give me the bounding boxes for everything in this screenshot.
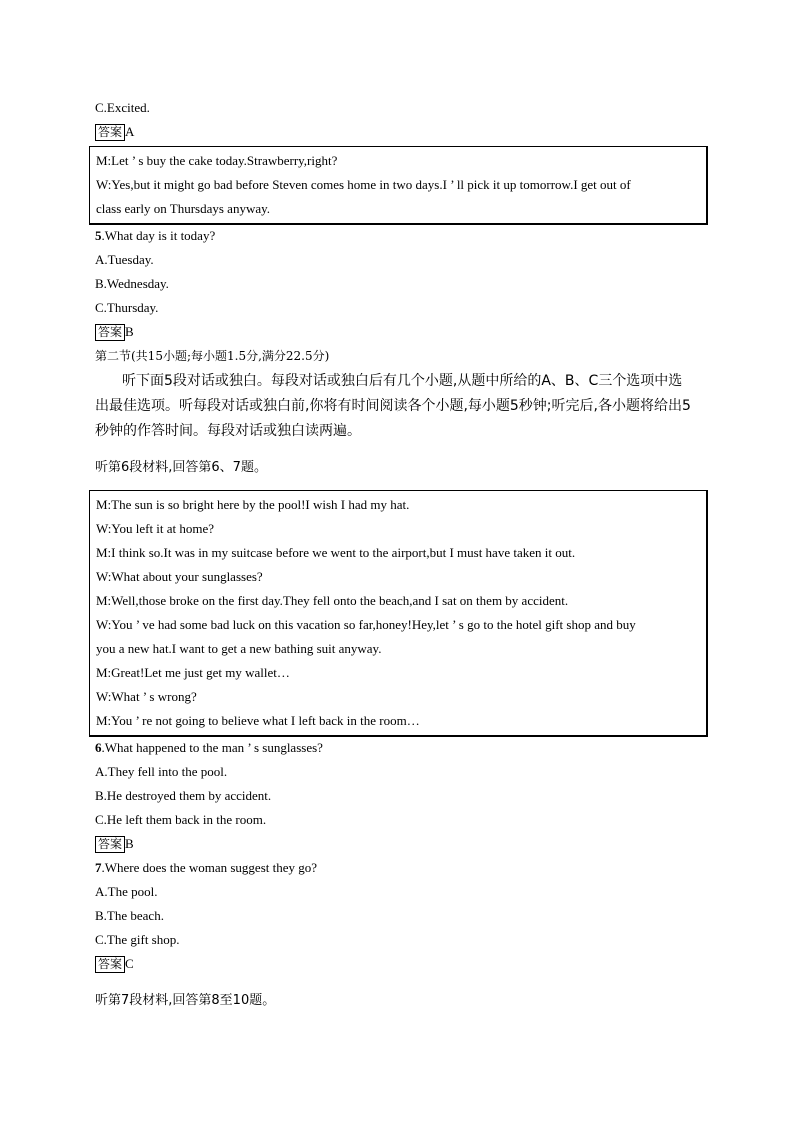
q5-text: .What day is it today? <box>101 228 216 243</box>
q7-question <box>95 860 317 876</box>
answer-label-box: 答案 <box>95 324 125 341</box>
q5-answer-row <box>95 324 134 341</box>
q6-text: .What happened to the man ’ s sunglasses? <box>101 740 323 755</box>
q7-number: 7 <box>95 860 102 875</box>
q7-answer: C <box>125 956 134 971</box>
dialogue-line: you a new hat.I want to get a new bathing suit anyway. <box>96 641 382 656</box>
answer-label-box: 答案 <box>95 124 125 141</box>
section-2-instructions: 听下面5段对话或独白。每段对话或独白后有几个小题,从题中所给的A、B、C三个选项中选 <box>122 373 683 389</box>
dialogue-line: M:Well,those broke on the first day.They fell onto the beach,and I sat on them by accident. <box>96 593 569 608</box>
q6-question <box>95 740 323 756</box>
section-2-instructions: 出最佳选项。听每段对话或独白前,你将有时间阅读各个小题,每小题5秒钟;听完后,各小题将给出5 <box>95 398 691 414</box>
q6-option-b: B.He destroyed them by accident. <box>95 788 272 803</box>
dialogue-line: W:You ’ ve had some bad luck on this vacation so far,honey!Hey,let ’ s go to the hotel gift shop and buy <box>96 617 636 632</box>
section-2-instructions: 秒钟的作答时间。每段对话或独白读两遍。 <box>95 423 361 439</box>
answer-label-box: 答案 <box>95 836 125 853</box>
dialogue-line: W:What ’ s wrong? <box>96 689 197 704</box>
q5-answer: B <box>125 324 134 339</box>
q5-option-c: C.Thursday. <box>95 300 159 315</box>
answer-label-box: 答案 <box>95 956 125 973</box>
q5-number: 5 <box>95 228 102 243</box>
section-2-heading: 第二节(共15小题;每小题1.5分,满分22.5分) <box>95 349 330 363</box>
dialogue-line: M:The sun is so bright here by the pool!I wish I had my hat. <box>96 497 410 512</box>
q6-answer-row <box>95 836 134 853</box>
dialogue-6-box <box>89 490 708 737</box>
dialogue-line: M:Great!Let me just get my wallet… <box>96 665 290 680</box>
q5-question <box>95 228 215 244</box>
q6-option-a: A.They fell into the pool. <box>95 764 228 779</box>
q4-option-c: C.Excited. <box>95 100 150 115</box>
q5-option-a: A.Tuesday. <box>95 252 154 267</box>
q6-number: 6 <box>95 740 102 755</box>
q6-answer: B <box>125 836 134 851</box>
dialogue-line: M:You ’ re not going to believe what I left back in the room… <box>96 713 420 728</box>
dialogue-line: W:You left it at home? <box>96 521 215 536</box>
dialogue-line: M:I think so.It was in my suitcase before we went to the airport,but I must have taken it out. <box>96 545 576 560</box>
q4-answer-row <box>95 124 134 141</box>
q4-answer: A <box>125 124 135 139</box>
q7-text: .Where does the woman suggest they go? <box>101 860 318 875</box>
q6-option-c: C.He left them back in the room. <box>95 812 267 827</box>
dialogue-line: M:Let ’ s buy the cake today.Strawberry,right? <box>96 153 338 168</box>
q7-option-a: A.The pool. <box>95 884 158 899</box>
dialogue-line: W:What about your sunglasses? <box>96 569 263 584</box>
dialogue-line: W:Yes,but it might go bad before Steven comes home in two days.I ’ ll pick it up tomorrow.I get out of <box>96 177 631 192</box>
q7-option-c: C.The gift shop. <box>95 932 180 947</box>
q5-option-b: B.Wednesday. <box>95 276 169 291</box>
dialogue-5-box <box>89 146 708 225</box>
q7-answer-row <box>95 956 134 973</box>
dialogue-line: class early on Thursdays anyway. <box>96 201 271 216</box>
material-6-heading: 听第6段材料,回答第6、7题。 <box>95 460 267 475</box>
q7-option-b: B.The beach. <box>95 908 164 923</box>
material-7-heading: 听第7段材料,回答第8至10题。 <box>95 993 276 1008</box>
